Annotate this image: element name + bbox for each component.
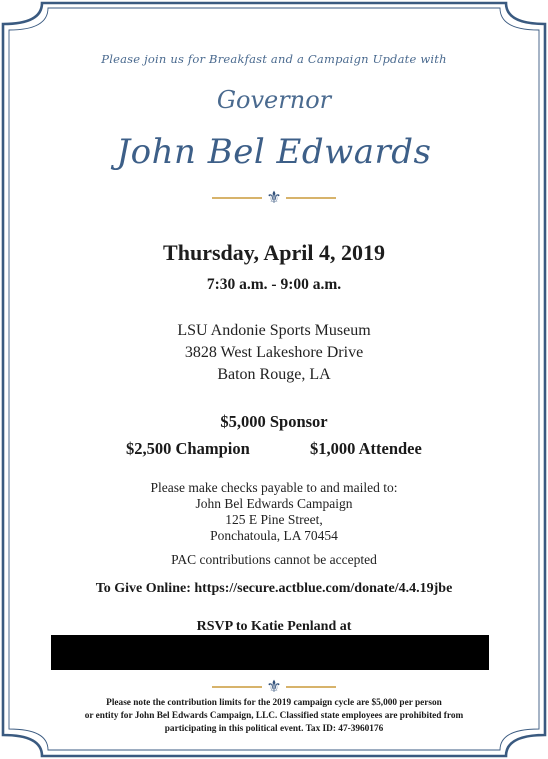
fleur-de-lis-icon: ⚜ bbox=[266, 677, 282, 697]
governor-name: John Bel Edwards bbox=[116, 132, 432, 172]
governor-title: Governor bbox=[216, 86, 332, 114]
fleur-de-lis-icon: ⚜ bbox=[266, 188, 282, 208]
gold-rule-left bbox=[212, 686, 262, 688]
gold-rule-right bbox=[286, 686, 336, 688]
sponsor-tier-attendee: $1,000 Attendee bbox=[310, 439, 422, 458]
checks-city: Ponchatoula, LA 70454 bbox=[210, 528, 338, 543]
disclaimer-line: or entity for John Bel Edwards Campaign, LLC. Classified state employees are prohibited from bbox=[84, 711, 464, 721]
top-ornament-divider bbox=[0, 188, 548, 208]
disclaimer-line: participating in this political event. Tax ID: 47-3960176 bbox=[164, 724, 384, 734]
online-giving-link[interactable]: To Give Online: https://secure.actblue.com/donate/4.4.19jbe bbox=[95, 581, 453, 596]
disclaimer-line: Please note the contribution limits for the 2019 campaign cycle are $5,000 per person bbox=[106, 698, 442, 708]
event-time: 7:30 a.m. - 9:00 a.m. bbox=[206, 276, 342, 293]
pac-notice: PAC contributions cannot be accepted bbox=[171, 552, 377, 567]
sponsor-tier-top: $5,000 Sponsor bbox=[220, 412, 328, 431]
redacted-contact-bar bbox=[51, 635, 489, 670]
bottom-ornament-divider bbox=[0, 677, 548, 697]
checks-street: 125 E Pine Street, bbox=[225, 512, 323, 527]
check-mailing-info bbox=[0, 480, 548, 544]
venue-city: Baton Rouge, LA bbox=[217, 366, 331, 383]
rsvp-line: RSVP to Katie Penland at bbox=[196, 619, 352, 634]
venue-address bbox=[0, 320, 548, 386]
invitation-line: Please join us for Breakfast and a Campaign Update with bbox=[101, 52, 447, 66]
checks-intro: Please make checks payable to and mailed to: bbox=[150, 480, 398, 495]
checks-payee: John Bel Edwards Campaign bbox=[195, 496, 353, 511]
venue-name: LSU Andonie Sports Museum bbox=[177, 322, 371, 339]
sponsor-tier-champion: $2,500 Champion bbox=[126, 439, 250, 458]
gold-rule-left bbox=[212, 197, 262, 199]
contribution-disclaimer bbox=[0, 697, 548, 736]
venue-street: 3828 West Lakeshore Drive bbox=[184, 344, 364, 361]
event-date: Thursday, April 4, 2019 bbox=[163, 240, 385, 265]
gold-rule-right bbox=[286, 197, 336, 199]
